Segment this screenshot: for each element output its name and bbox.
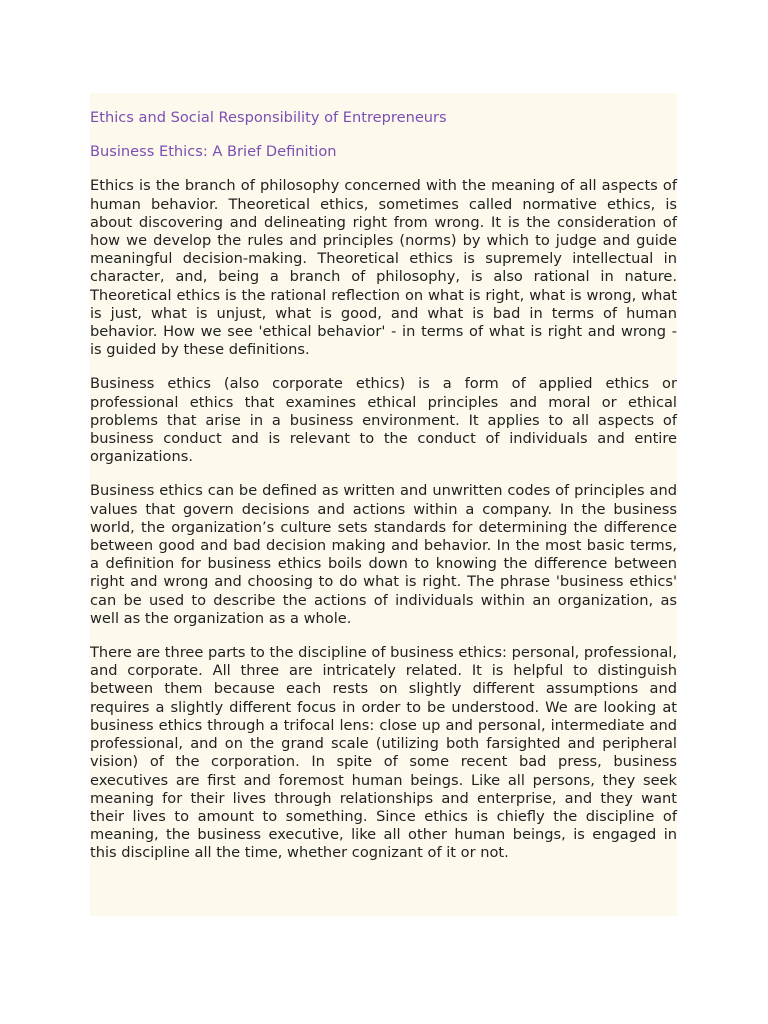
- document-subtitle: Business Ethics: A Brief Definition: [90, 143, 337, 161]
- document-content: [90, 93, 677, 863]
- document-page: [90, 93, 677, 916]
- paragraph-codes-of-principles: Business ethics can be defined as written and unwritten codes of principles and values that govern decisions and actions within a company. In the business world, the organization’s culture sets standards for determining the difference between good and bad decision making and behavior. In the most basic terms, a definition for business ethics boils down to knowing the difference between right and wrong and choosing to do what is right. The phrase 'business ethics' can be used to describe the actions of individuals within an organization, as well as the organization as a whole.: [90, 482, 677, 627]
- paragraph-ethics-definition: Ethics is the branch of philosophy concerned with the meaning of all aspects of human behavior. Theoretical ethics, sometimes called normative ethics, is about discovering and delineating right from wrong. It is the consideration of how we develop the rules and principles (norms) by which to judge and guide meaningful decision-making. Theoretical ethics is supremely intellectual in character, and, being a branch of philosophy, is also rational in nature. Theoretical ethics is the rational reflection on what is right, what is wrong, what is just, what is unjust, what is good, and what is bad in terms of human behavior. How we see 'ethical behavior' - in terms of what is right and wrong - is guided by these definitions.: [90, 177, 677, 359]
- document-title: Ethics and Social Responsibility of Entrepreneurs: [90, 109, 447, 126]
- paragraph-business-ethics: Business ethics (also corporate ethics) is a form of applied ethics or professional ethics that examines ethical principles and moral or ethical problems that arise in a business environment. It applies to all aspects of business conduct and is relevant to the conduct of individuals and entire organizations.: [90, 375, 677, 466]
- paragraph-three-parts: There are three parts to the discipline of business ethics: personal, professional, and corporate. All three are intricately related. It is helpful to distinguish between them because each rests on slightly different assumptions and requires a slightly different focus in order to be understood. We are looking at business ethics through a trifocal lens: close up and personal, intermediate and professional, and on the grand scale (utilizing both farsighted and peripheral vision) of the corporation. In spite of some recent bad press, business executives are first and foremost human beings. Like all persons, they seek meaning for their lives through relationships and enterprise, and they want their lives to amount to something. Since ethics is chiefly the discipline of meaning, the business executive, like all other human beings, is engaged in this discipline all the time, whether cognizant of it or not.: [90, 644, 677, 862]
